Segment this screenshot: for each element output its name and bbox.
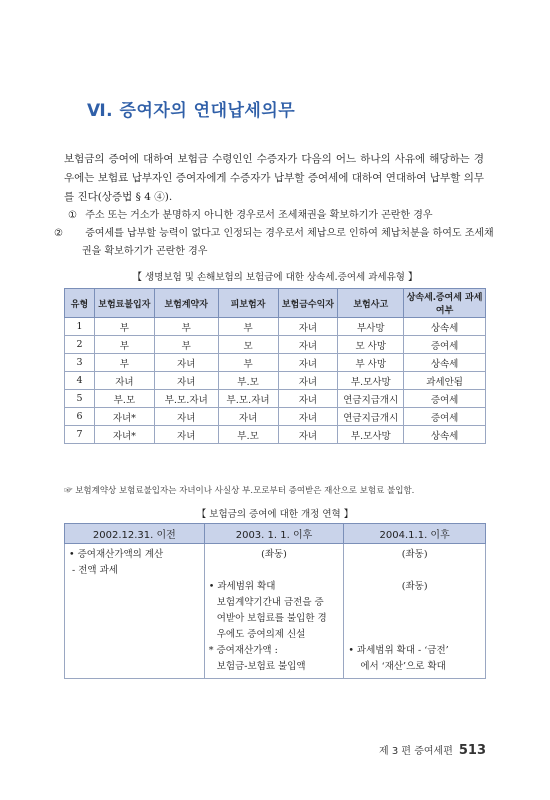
table-cell: 부 [94,336,154,354]
table-cell: 자녀 [278,372,338,390]
column-header: 보험계약자 [154,289,218,318]
cell-line: 여받아 보험료를 불입한 경 [216,613,327,624]
table-cell: 자녀 [278,336,338,354]
table-cell: 자녀* [94,408,154,426]
table-cell: 부․모사망 [338,372,404,390]
table-cell: 부․모․자녀 [154,390,218,408]
table-cell: 부 [94,318,154,336]
table-cell: 부․모사망 [338,426,404,444]
section-title: Ⅵ. 증여자의 연대납세의무 [87,101,296,121]
table2-caption: 【 보험금의 증여에 대한 개정 연혁 】 [196,509,354,520]
table-cell: 증여세 [404,390,486,408]
cell-line: • 증여재산가액의 계산 [69,549,164,560]
condition-text: 주소 또는 거소가 분명하지 아니한 경우로서 조세채권을 확보하기가 곤란한 경우 [85,210,433,221]
table-cell: 자녀 [154,354,218,372]
table-cell: 증여세 [404,408,486,426]
table-cell: 7 [65,426,95,444]
table-cell: 1 [65,318,95,336]
table-cell: 자녀* [94,426,154,444]
column-header: 2002.12.31. 이전 [65,524,205,544]
cell-line: 에서 ‘재산’으로 확대 [360,661,446,672]
cell-line: • 과세범위 확대 - ‘금전’ [348,645,449,656]
table-cell: 3 [65,354,95,372]
cell-line: 보험계약기간내 금전을 증 [216,597,324,608]
table-cell: 증여세 [404,336,486,354]
page-footer [379,742,486,758]
table-cell: 4 [65,372,95,390]
period-cell-2004 [344,544,486,679]
page-number: 513 [458,743,486,758]
table-cell: 자녀 [154,426,218,444]
table-cell: 부 [154,318,218,336]
condition-number: ② [54,228,63,239]
table-cell: 6 [65,408,95,426]
cell-line: 우에도 증여의제 신설 [216,629,306,640]
table-cell: 상속세 [404,354,486,372]
condition-number: ① [68,210,77,221]
column-header: 유형 [65,289,95,318]
table-row [65,426,486,444]
table-cell: 모 [218,336,278,354]
table1-caption: 【 생명보험 및 손해보험의 보험금에 대한 상속세․증여세 과세유형 】 [132,272,418,283]
cell-line: 보험금-보험료 불입액 [216,661,306,672]
period-cell-2003 [204,544,344,679]
cell-line: (좌동) [261,549,287,560]
table-cell: 부․모 [218,372,278,390]
table-cell: 5 [65,390,95,408]
table-cell: 연금지급개시 [338,390,404,408]
intro-paragraph: 보험금의 증여에 대하여 보험금 수령인인 수증자가 다음의 어느 하나의 사유에 해당하는 경우에는 보험료 납부자인 증여자에게 수증자가 납부할 증여세에 대하여 연대하여 납부할 의무를 진다(상증법 § 4 ④). [64,153,484,203]
cell-line: (좌동) [401,549,428,560]
table-cell: 2 [65,336,95,354]
table-header-row [65,524,486,544]
column-header: 보험료불입자 [94,289,154,318]
table-cell: 과세안됨 [404,372,486,390]
cell-line: (좌동) [401,581,428,592]
column-header: 2004.1.1. 이후 [344,524,486,544]
table-row [65,354,486,372]
table-cell: 자녀 [218,408,278,426]
table-row [65,318,486,336]
table-cell: 부․모․자녀 [218,390,278,408]
table-cell: 자녀 [154,408,218,426]
table-cell: 부․모 [218,426,278,444]
period-cell-2002 [65,544,205,679]
cell-line: * 증여재산가액 : [208,645,278,656]
table-cell: 모 사망 [338,336,404,354]
table1-note: ☞ 보험계약상 보험료불입자는 자녀이나 사실상 부․모로부터 증여받은 재산으로 보험료 불입함. [64,486,415,496]
table-row [65,408,486,426]
table-cell: 자녀 [94,372,154,390]
column-header: 피보험자 [218,289,278,318]
table-header-row [65,289,486,318]
cell-line: • 과세범위 확대 [208,581,276,592]
table-row [65,544,486,679]
column-header: 상속세․증여세 과세여부 [404,289,486,318]
table-cell: 부 사망 [338,354,404,372]
table-cell: 상속세 [404,426,486,444]
footer-section: 제 3 편 증여세편 [379,746,453,757]
condition-item [68,207,484,225]
insurance-tax-table [64,288,486,444]
table-cell: 부사망 [338,318,404,336]
table-row [65,336,486,354]
table-cell: 연금지급개시 [338,408,404,426]
condition-text: 증여세를 납부할 능력이 없다고 인정되는 경우로서 체납으로 인하여 체납처분을 하여도 조세채권을 확보하기가 곤란한 경우 [82,228,494,257]
revision-history-table [64,523,486,679]
column-header: 보험사고 [338,289,404,318]
condition-item [54,225,498,261]
table-cell: 부 [154,336,218,354]
table-cell: 부 [94,354,154,372]
table-cell: 부․모 [94,390,154,408]
table-cell: 자녀 [154,372,218,390]
table-cell: 자녀 [278,390,338,408]
table-cell: 자녀 [278,426,338,444]
table-row [65,372,486,390]
table-cell: 상속세 [404,318,486,336]
table-cell: 자녀 [278,318,338,336]
cell-line: - 전액 과세 [69,565,118,576]
table-row [65,390,486,408]
table-cell: 부 [218,354,278,372]
table-cell: 자녀 [278,354,338,372]
column-header: 2003. 1. 1. 이후 [204,524,344,544]
table-cell: 부 [218,318,278,336]
column-header: 보험금수익자 [278,289,338,318]
table-cell: 자녀 [278,408,338,426]
